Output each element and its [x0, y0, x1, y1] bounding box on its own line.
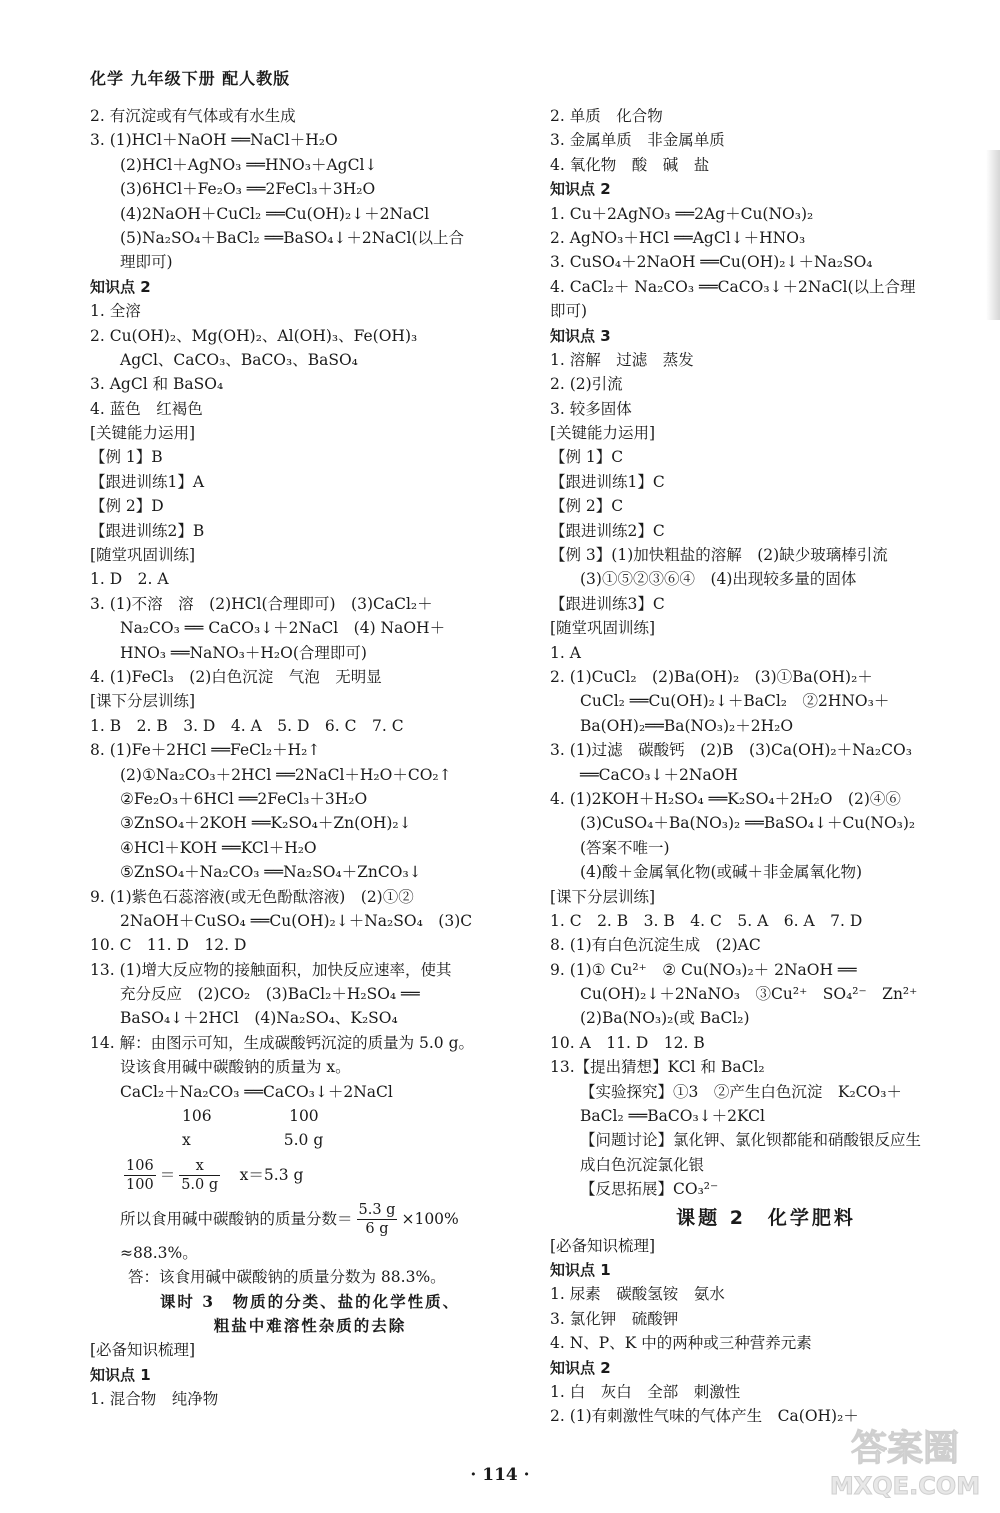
- answer-line: 14. 解：由图示可知，生成碳酸钙沉淀的质量为 5.0 g。: [90, 1033, 475, 1052]
- fraction: $\frac{106}{100}$: [126, 1158, 154, 1194]
- answer-line: 8. (1)Fe＋2HCl ══FeCl₂＋H₂↑: [90, 741, 321, 760]
- answer-line: 【反思拓展】CO₃²⁻: [580, 1180, 719, 1199]
- answer-line: 3. (1)HCl＋NaOH ══NaCl＋H₂O: [90, 131, 338, 150]
- answer-line: 3. 较多固体: [550, 399, 632, 418]
- right-column: [550, 104, 982, 1429]
- answer-line: Ba(OH)₂══Ba(NO₃)₂＋2H₂O: [580, 716, 794, 735]
- answer-line: [课下分层训练]: [550, 887, 656, 906]
- answer-line: 13. (1)增大反应物的接触面积，加快反应速率，使其: [90, 960, 452, 979]
- answer-line: 知识点 2: [90, 277, 151, 296]
- answer-line: 2NaOH＋CuSO₄ ══Cu(OH)₂↓＋Na₂SO₄ (3)C: [120, 911, 473, 930]
- answer-line: (答案不唯一): [580, 838, 670, 857]
- answer-line: 1. A: [550, 643, 581, 662]
- mass-fraction-equation: 所以食用碱中碳酸钠的质量分数＝ $\frac{5.3 g}{6 g}$ ×100%: [120, 1202, 459, 1238]
- proportion-equation: $\frac{106}{100}$ ＝ $\frac{x}{5.0 g}$ x＝5.3 g: [126, 1158, 304, 1194]
- answer-line: 理即可): [120, 253, 173, 272]
- answer-line: 2. (1)有刺激性气味的气体产生 Ca(OH)₂＋: [550, 1407, 859, 1426]
- answer-line: (3)6HCl＋Fe₂O₃ ══2FeCl₃＋3H₂O: [120, 180, 376, 199]
- answer-line: Cu(OH)₂↓＋2NaNO₃ ③Cu²⁺ SO₄²⁻ Zn²⁺: [580, 985, 918, 1004]
- answer-line: 【跟进训练2】B: [90, 521, 205, 540]
- page-header: 化学 九年级下册 配人教版: [90, 69, 291, 88]
- answer-line: [必备知识梳理]: [550, 1236, 656, 1255]
- answer-line: 1. Cu＋2AgNO₃ ══2Ag＋Cu(NO₃)₂: [550, 204, 814, 223]
- answer-line: 4. 蓝色 红褐色: [90, 399, 203, 418]
- answer-line: 成白色沉淀氯化银: [580, 1155, 705, 1174]
- answer-line: 3. CuSO₄＋2NaOH ══Cu(OH)₂↓＋Na₂SO₄: [550, 253, 873, 272]
- answer-line: 4. (1)FeCl₃ (2)白色沉淀 气泡 无明显: [90, 667, 382, 686]
- answer-line: 课时 3 物质的分类、盐的化学性质、: [159, 1291, 461, 1311]
- answer-line: CuCl₂ ══Cu(OH)₂↓＋BaCl₂ ②2HNO₃＋: [580, 692, 890, 711]
- answer-line: 2. Cu(OH)₂、Mg(OH)₂、Al(OH)₃、Fe(OH)₃: [90, 326, 418, 345]
- answer-line: ③ZnSO₄＋2KOH ══K₂SO₄＋Zn(OH)₂↓: [120, 814, 412, 833]
- answer-line: 【例 1】B: [90, 448, 163, 467]
- answer-line: [随堂巩固训练]: [90, 546, 196, 565]
- answer-line: 3. AgCl 和 BaSO₄: [90, 375, 224, 394]
- answer-line: 1. 混合物 纯净物: [90, 1390, 219, 1409]
- answer-line: ══CaCO₃↓＋2NaOH: [580, 765, 738, 784]
- answer-line: x 5.0 g: [120, 1131, 324, 1150]
- answer-line: 10. C 11. D 12. D: [90, 936, 247, 955]
- answer-line: 设该食用碱中碳酸钠的质量为 x。: [120, 1058, 351, 1077]
- left-tail-answers: [90, 1241, 530, 1412]
- answer-line: 13.【提出猜想】KCl 和 BaCl₂: [550, 1058, 765, 1077]
- answer-line: 1. 全溶: [90, 302, 141, 321]
- answer-line: 106 100: [120, 1107, 319, 1126]
- answer-line: 2. 有沉淀或有气体或有水生成: [90, 107, 296, 125]
- answer-line: ②Fe₂O₃＋6HCl ══2FeCl₃＋3H₂O: [120, 789, 368, 808]
- answer-line: (2)Ba(NO₃)₂(或 BaCl₂): [580, 1009, 750, 1028]
- answer-line: 【跟进训练3】C: [550, 594, 665, 613]
- answer-line: 【例 2】D: [90, 497, 164, 516]
- answer-line: BaCl₂ ══BaCO₃↓＋2KCl: [580, 1107, 765, 1126]
- answer-line: 2. (1)CuCl₂ (2)Ba(OH)₂ (3)①Ba(OH)₂＋: [550, 667, 873, 686]
- answer-line: 8. (1)有白色沉淀生成 (2)AC: [550, 936, 761, 955]
- answer-line: 1. 溶解 过滤 蒸发: [550, 350, 694, 369]
- answer-line: 充分反应 (2)CO₂ (3)BaCl₂＋H₂SO₄ ══: [120, 985, 420, 1004]
- answer-line: 即可): [550, 302, 588, 321]
- answer-line: 1. 白 灰白 全部 刺激性: [550, 1382, 741, 1401]
- answer-line: ≈88.3%。: [120, 1243, 198, 1262]
- answer-line: 【跟进训练1】A: [90, 472, 205, 491]
- answer-line: (5)Na₂SO₄＋BaCl₂ ══BaSO₄↓＋2NaCl(以上合: [120, 228, 464, 247]
- answer-line: 答：该食用碱中碳酸钠的质量分数为 88.3%。: [128, 1268, 446, 1287]
- answer-line: 4. 氧化物 酸 碱 盐: [550, 155, 710, 174]
- answer-line: [随堂巩固训练]: [550, 619, 656, 638]
- answer-line: 知识点 3: [550, 326, 611, 345]
- answer-line: 2. AgNO₃＋HCl ══AgCl↓＋HNO₃: [550, 228, 806, 247]
- watermark-url: MXQE.COM: [829, 1472, 981, 1500]
- right-tail-answers: [550, 1234, 982, 1429]
- answer-line: 1. 尿素 碳酸氢铵 氨水: [550, 1285, 725, 1304]
- answer-line: 3. (1)过滤 碳酸钙 (2)B (3)Ca(OH)₂＋Na₂CO₃: [550, 741, 912, 760]
- answer-line: 【例 1】C: [550, 448, 624, 467]
- answer-line: 知识点 1: [90, 1365, 151, 1384]
- answer-line: Na₂CO₃ ══ CaCO₃↓＋2NaCl (4) NaOH＋: [120, 619, 446, 638]
- answer-line: [关键能力运用]: [550, 424, 656, 443]
- page-edge-shadow: [986, 150, 1000, 320]
- section-title: 课题 2 化学肥料: [676, 1206, 856, 1229]
- answer-line: 4. CaCl₂＋ Na₂CO₃ ══CaCO₃↓＋2NaCl(以上合理: [550, 277, 916, 296]
- answer-line: (2)①Na₂CO₃＋2HCl ══2NaCl＋H₂O＋CO₂↑: [120, 765, 452, 784]
- answer-line: HNO₃ ══NaNO₃＋H₂O(合理即可): [120, 643, 367, 662]
- answer-line: (2)HCl＋AgNO₃ ══HNO₃＋AgCl↓: [120, 155, 378, 174]
- answer-line: (4)酸＋金属氧化物(或碱＋非金属氧化物): [580, 863, 863, 882]
- fraction: $\frac{5.3 g}{6 g}$: [358, 1202, 396, 1238]
- answer-line: ⑤ZnSO₄＋Na₂CO₃ ══Na₂SO₄＋ZnCO₃↓: [120, 863, 422, 882]
- answer-line: 粗盐中难溶性杂质的去除: [213, 1315, 407, 1335]
- answer-line: 知识点 2: [550, 1358, 611, 1377]
- answer-line: 【例 2】C: [550, 497, 624, 516]
- answer-line: 9. (1)① Cu²⁺ ② Cu(NO₃)₂＋ 2NaOH ══: [550, 960, 857, 979]
- answer-line: 3. 氯化钾 硫酸钾: [550, 1309, 679, 1328]
- answer-line: 【跟进训练1】C: [550, 472, 665, 491]
- answer-line: [必备知识梳理]: [90, 1341, 196, 1360]
- answer-line: 【问题讨论】氯化钾、氯化钡都能和硝酸银反应生: [580, 1131, 922, 1150]
- answer-line: 4. (1)2KOH＋H₂SO₄ ══K₂SO₄＋2H₂O (2)④⑥: [550, 789, 901, 808]
- page-number: · 114 ·: [470, 1465, 530, 1485]
- answer-line: 知识点 1: [550, 1260, 611, 1279]
- answer-line: 9. (1)紫色石蕊溶液(或无色酚酞溶液) (2)①②: [90, 887, 414, 906]
- answer-line: 1. D 2. A: [90, 570, 169, 589]
- answer-line: 2. (2)引流: [550, 375, 623, 394]
- answer-line: 1. B 2. B 3. D 4. A 5. D 6. C 7. C: [90, 716, 404, 735]
- answer-line: 【实验探究】①3 ②产生白色沉淀 K₂CO₃＋: [580, 1082, 902, 1101]
- answer-line: [关键能力运用]: [90, 424, 196, 443]
- answer-line: 3. 金属单质 非金属单质: [550, 131, 725, 150]
- answer-line: BaSO₄↓＋2HCl (4)Na₂SO₄、K₂SO₄: [120, 1009, 398, 1028]
- answer-line: 3. (1)不溶 溶 (2)HCl(合理即可) (3)CaCl₂＋: [90, 594, 433, 613]
- left-column: [90, 104, 530, 1412]
- answer-line: CaCl₂＋Na₂CO₃ ══CaCO₃↓＋2NaCl: [120, 1082, 393, 1101]
- answer-line: (3)CuSO₄＋Ba(NO₃)₂ ══BaSO₄↓＋Cu(NO₃)₂: [580, 814, 916, 833]
- watermark-text: 答案圈: [850, 1428, 960, 1469]
- answer-line: 1. C 2. B 3. B 4. C 5. A 6. A 7. D: [550, 911, 863, 930]
- answer-line: 10. A 11. D 12. B: [550, 1033, 705, 1052]
- answer-line: [课下分层训练]: [90, 692, 196, 711]
- answer-line: 知识点 2: [550, 180, 611, 199]
- answer-line: 4. N、P、K 中的两种或三种营养元素: [550, 1334, 812, 1353]
- watermark-logo: [820, 1418, 990, 1503]
- answer-line: ④HCl＋KOH ══KCl＋H₂O: [120, 838, 317, 857]
- left-answers: [90, 104, 530, 1153]
- answer-line: (4)2NaOH＋CuCl₂ ══Cu(OH)₂↓＋2NaCl: [120, 204, 430, 223]
- answer-line: (3)①⑤②③⑥④ (4)出现较多量的固体: [580, 570, 857, 589]
- answer-line: AgCl、CaCO₃、BaCO₃、BaSO₄: [120, 350, 358, 369]
- answer-line: 【例 3】(1)加快粗盐的溶解 (2)缺少玻璃棒引流: [550, 546, 888, 565]
- answer-line: 【跟进训练2】C: [550, 521, 665, 540]
- right-answers: [550, 104, 982, 1202]
- answer-line: 2. 单质 化合物: [550, 107, 663, 125]
- fraction: $\frac{x}{5.0 g}$: [181, 1158, 219, 1194]
